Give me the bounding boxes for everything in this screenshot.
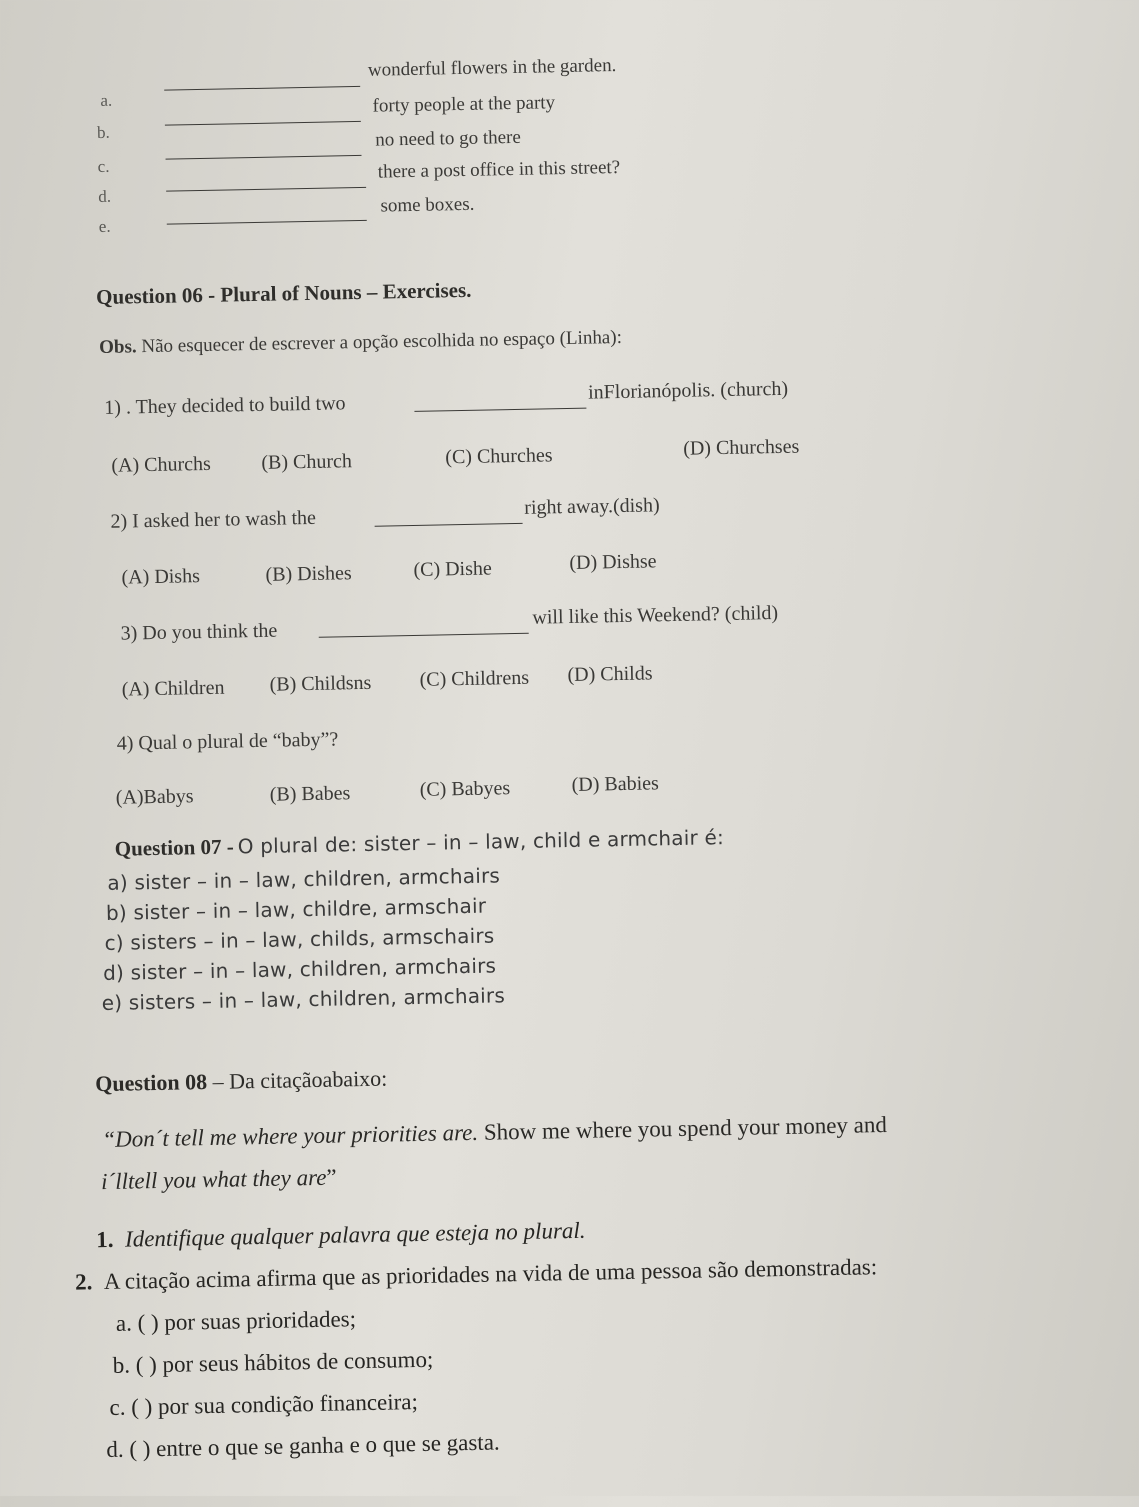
choice-d[interactable]: d. ( ) entre o que se ganha e o que se gasta. [106,1429,500,1463]
obs-note [99,327,622,359]
option-b[interactable]: (B) Church [261,450,353,474]
question-title-bold: Question 08 [95,1069,208,1097]
quote-part: ” [326,1164,337,1190]
option-c[interactable]: (C) Babyes [419,777,511,801]
question-title [115,825,725,862]
item-hint: right away.(dish) [524,494,660,519]
option-d[interactable]: (D) Childs [567,662,653,687]
answer-blank[interactable] [375,523,523,527]
answer-blank[interactable] [414,408,586,412]
choice-b[interactable]: b. ( ) por seus hábitos de consumo; [112,1346,434,1378]
item-letter: b. [96,122,110,142]
choice-c[interactable]: c. ( ) por sua condição financeira; [109,1389,419,1420]
option-d[interactable]: (D) Dishse [569,550,657,574]
question-title-text: – Da citaçãoabaixo: [212,1065,388,1094]
item-text: no need to go there [375,126,522,151]
question-title-bold: Question 07 - [114,834,234,861]
option-c[interactable]: (C) Dishe [413,557,492,581]
quote-part: Show me where you spend your money and [483,1111,888,1145]
sub-question-text: Identifique qualquer palavra que esteja no plural. [124,1217,586,1252]
quote-part: i´lltell you what they are [100,1164,327,1195]
option-b[interactable]: b) sister – in – law, childre, armschair [105,893,487,925]
answer-blank[interactable] [166,155,362,160]
answer-blank[interactable] [164,86,360,91]
question-title: Question 06 - Plural of Nouns – Exercises. [95,277,472,310]
item-text: some boxes. [380,193,475,217]
option-d[interactable]: (D) Babies [571,772,660,796]
answer-blank[interactable] [166,187,366,192]
option-a[interactable]: (A) Churchs [111,452,212,477]
option-e[interactable]: e) sisters – in – law, children, armchairs [101,983,506,1016]
option-a[interactable]: (A)Babys [115,785,194,809]
item-letter: a. [100,90,113,110]
item-text: there a post office in this street? [377,156,621,183]
option-b[interactable]: (B) Dishes [265,562,352,586]
option-b[interactable]: (B) Babes [269,782,351,806]
item-stem: 2) I asked her to wash the [110,506,317,533]
choice-a[interactable]: a. ( ) por suas prioridades; [115,1306,357,1336]
option-c[interactable]: c) sisters – in – law, childs, armschairs [104,923,495,955]
option-c[interactable]: (C) Churches [445,444,553,469]
sub-question-text: A citação acima afirma que as prioridades na vida de uma pessoa são demonstradas: [103,1254,878,1295]
quote-line-1 [102,1112,887,1153]
sub-question-number: 1. [96,1226,114,1253]
option-d[interactable]: d) sister – in – law, children, armchairs [102,953,497,986]
option-a[interactable]: (A) Dishs [121,565,201,589]
item-stem: 3) Do you think the [120,619,278,645]
sub-question-2 [75,1254,878,1295]
question-title [95,1066,388,1098]
obs-text: Não esquecer de escrever a opção escolhida no espaço (Linha): [141,326,623,358]
item-letter: d. [98,186,112,206]
item-text: forty people at the party [372,92,556,117]
item-letter: e. [98,216,111,236]
answer-blank[interactable] [165,121,361,126]
sub-question-number: 2. [74,1269,93,1295]
option-b[interactable]: (B) Childsns [269,671,372,696]
item-text: wonderful flowers in the garden. [367,54,617,81]
option-a[interactable]: a) sister – in – law, children, armchairs [107,863,501,895]
item-hint: inFlorianópolis. (church) [587,377,789,404]
option-a[interactable]: (A) Children [121,676,225,701]
question-title-text: O plural de: sister – in – law, child e armchair é: [237,825,725,859]
item-stem: 1) . They decided to build two [104,392,346,419]
quote-part: “Don´t tell me where your priorities are. [102,1119,479,1153]
answer-blank[interactable] [167,220,367,225]
item-hint: will like this Weekend? (child) [532,601,779,629]
option-c[interactable]: (C) Childrens [419,666,530,691]
fill-in-section [0,0,1125,236]
answer-blank[interactable] [319,633,529,638]
option-d[interactable]: (D) Churchses [682,435,800,460]
quote-line-2 [101,1165,337,1196]
item-letter: c. [97,156,110,176]
item-stem: 4) Qual o plural de “baby”? [116,728,339,755]
obs-label: Obs. [98,336,137,358]
sub-question-1 [96,1218,586,1253]
